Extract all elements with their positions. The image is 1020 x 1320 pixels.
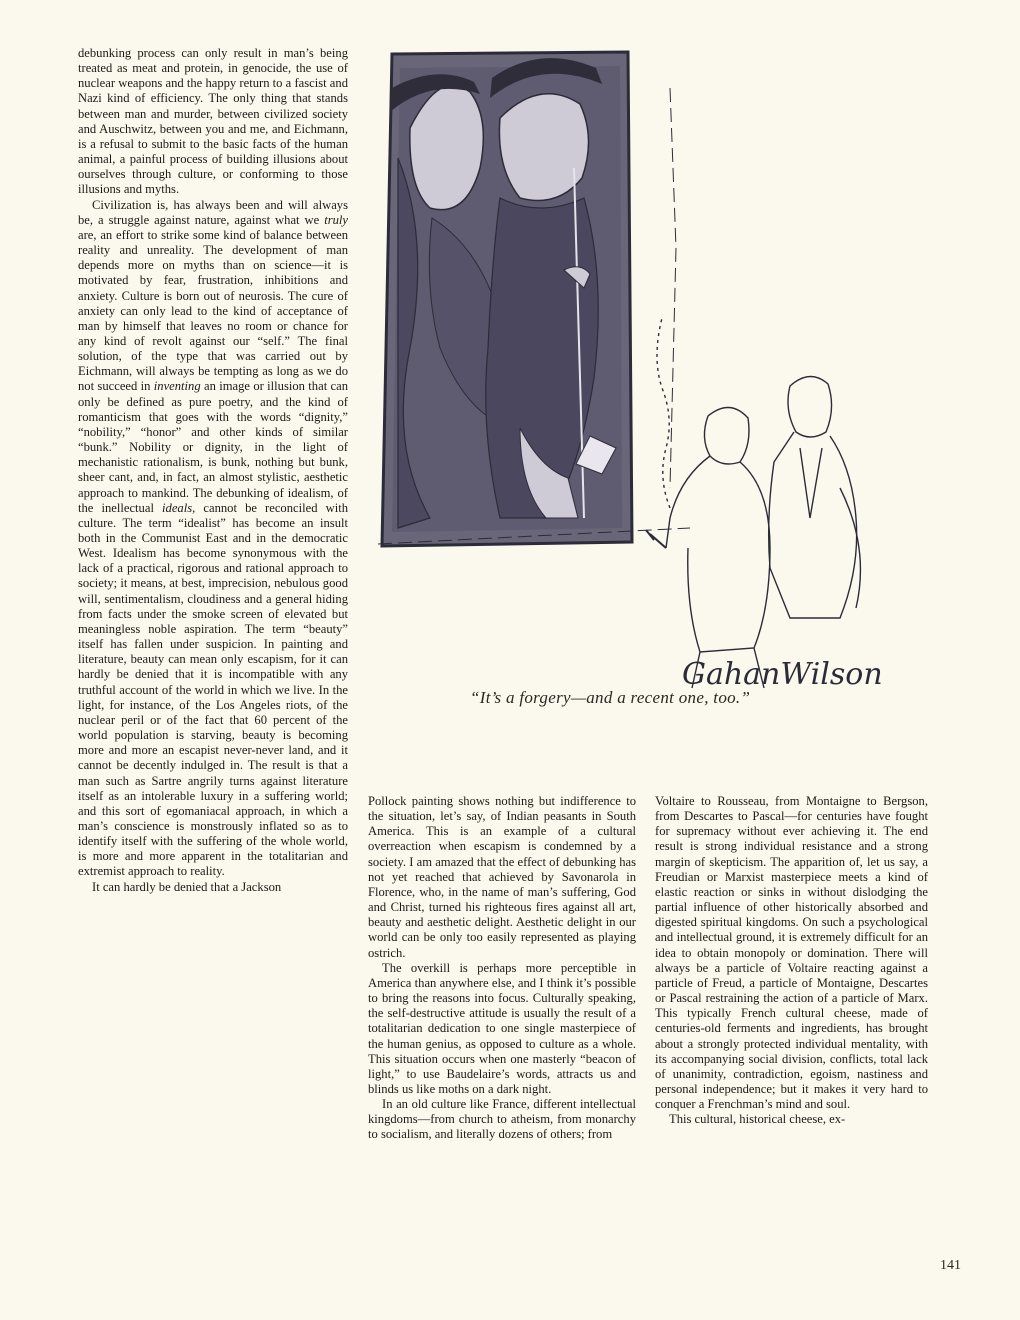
paragraph: It can hardly be denied that a Jackson xyxy=(92,879,282,894)
paragraph: Civilization is, has always been and will always be, a struggle against nature, against what we truly are, an effort to strike some kind of balance between reality and unreality. The development of man depends more on myths than on science—it is motivated by fear, frustration, inhibitions and anxiety. Culture is born out of neurosis. The cure of anxiety can only lead to the kind of acceptance of man by himself that leaves no room or chance for any kind of revolt against our “self.” The final solution, of the type that was carried out by Eichmann, will always be tempting as long as we do not succeed in inventing an image or illusion that can only be defined as pure poetry, and the kind of romanticism that goes with the words “dignity,” “nobility,” “honor” and other kinds of similar “bunk.” Nobility or dignity, in the light of mechanistic rationalism, is bunk, nothing but bunk, sheer cant, and, in fact, an almost stylistic, aesthetic approach to mankind. The debunking of idealism, of the inellectual ideals, cannot be reconciled with culture. The term “idealist” has become an insult both in the Communist East and in the democratic West. Idealism has become synonymous with the lack of a practical, rigorous and rational approach to society; it means, at best, imprecision, nebulous good will, sentimentalism, cloudiness and a general hiding from facts under the smoke screen of elevated but meaningless noble aspiration. The term “beauty” itself has fallen under suspicion. In painting and literature, beauty can mean only escapism, for it can hardly be denied that it is incompatible with any truthful account of the world in which we live. In the light, for instance, of the Los Angeles riots, of the nuclear peril or of the fact that 60 percent of the world population is starving, beauty is becoming more and more an escapist never-never land, and it cannot be decently indulged in. The result is that a man such as Sartre angrily turns against literature itself as an intolerable luxury in a suffering world; and this sort of egomaniacal approach, in which a man’s conscience is monstrously inflated so as to identify itself with the suffering of the whole world, is more and more apparent in the totalitarian and extremist approach to reality. xyxy=(78,197,349,879)
paragraph: debunking process can only result in man’s being treated as meat and protein, in genocide, the use of nuclear weapons and the happy return to a fascist and Nazi kind of efficiency. The only thing that stands between man and murder, between civilized society and Auschwitz, between you and me, and Eichmann, is a refusal to submit to the basic facts of the human animal, a painful process of building illusions about ourselves through culture, or conforming to those illusions and myths. xyxy=(78,46,348,197)
artist-signature: GahanWilson xyxy=(682,657,883,692)
paragraph: The overkill is perhaps more perceptible in America than anywhere else, and I think it’s possible to bring the reasons into focus. Culturally speaking, the self-destructive attitude is usually the result of a totalitarian dedication to one single masterpiece of the human genius, as opposed to culture as a whole. This situation occurs when one masterly “beacon of light,” to use Baudelaire’s words, attracts us and blinds us like moths on a dark night. xyxy=(368,960,636,1096)
paragraph: This cultural, historical cheese, ex- xyxy=(669,1112,846,1127)
text-column-middle xyxy=(368,794,636,1143)
cartoon-illustration xyxy=(370,48,940,698)
paragraph: In an old culture like France, different intellectual kingdoms—from church to atheism, from monarchy to socialism, and literally dozens of others; from xyxy=(368,1097,636,1142)
text-column-right xyxy=(655,794,928,1127)
cartoon-caption: “It’s a forgery—and a recent one, too.” xyxy=(470,688,751,707)
framed-painting xyxy=(382,52,632,546)
gallery-visitors xyxy=(646,318,860,688)
paragraph: Pollock painting shows nothing but indifference to the situation, let’s say, of Indian peasants in South America. This is an example of a cultural overreaction when escapism is condemned by a society. I am amazed that the effect of debunking has not yet reached that achieved by Savonarola in Florence, who, in the name of man’s suffering, God and Christ, turned his righteous fires against all art, beauty and aesthetic delight. Aesthetic delight in our world can be only too easily represented as playing ostrich. xyxy=(368,794,636,960)
page-number: 141 xyxy=(940,1258,961,1273)
text-column-left xyxy=(78,46,348,895)
paragraph: Voltaire to Rousseau, from Montaigne to Bergson, from Descartes to Pascal—for centuries have fought for supremacy without ever achieving it. The end result is strong individual resistance and a strong margin of skepticism. The apparition of, let us say, a Freudian or Marxist masterpiece meets a kind of elastic reaction or sinks in without dislodging the partial influence of other historically absorbed and digested spiritual kingdoms. On such a psychological and intellectual ground, it is extremely difficult for an idea to obtain monopoly or domination. There will always be a particle of Voltaire reacting against a particle of Freud, a particle of Montaigne, Descartes or Pascal restraining the action of a particle of Marx. This typically French cultural cheese, made of centuries-old ferments and ingredients, has brought about a strongly protected individual mentality, with its accompanying social division, conflicts, total lack of unanimity, contradiction, egoism, nastiness and personal independence; but it makes it very hard to conquer a Frenchman’s mind and soul. xyxy=(655,794,928,1112)
